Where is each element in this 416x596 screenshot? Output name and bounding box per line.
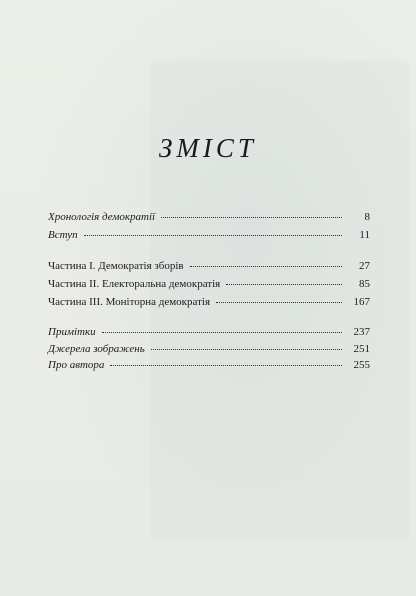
toc-entry-part-1 bbox=[48, 258, 370, 274]
toc-page-number: 237 bbox=[353, 326, 370, 338]
toc-page-number: 27 bbox=[359, 260, 370, 272]
contents-heading: ЗМІСТ bbox=[159, 133, 257, 163]
toc-entry-label: Про автора bbox=[48, 359, 105, 371]
toc-entry-label: Примітки bbox=[48, 326, 96, 338]
toc-entry-label: Хронологія демократії bbox=[48, 211, 156, 223]
toc-entry-label: Частина I. Демократія зборів bbox=[48, 260, 184, 272]
toc-entry-about-author bbox=[48, 357, 370, 373]
toc-entry-notes bbox=[48, 324, 370, 340]
toc-entry-label: Частина II. Електоральна демократія bbox=[48, 278, 221, 290]
dot-leader bbox=[84, 234, 342, 236]
toc-page-number: 85 bbox=[359, 278, 370, 290]
dot-leader bbox=[226, 283, 342, 285]
toc-page-number: 11 bbox=[359, 229, 370, 241]
dot-leader bbox=[110, 364, 342, 366]
dot-leader bbox=[151, 348, 342, 350]
toc-page-number: 251 bbox=[353, 343, 370, 355]
toc-entry-label: Вступ bbox=[48, 229, 78, 241]
toc-page-number: 167 bbox=[353, 296, 370, 308]
toc-entry-image-sources bbox=[48, 341, 370, 357]
toc-entry-chronology bbox=[48, 209, 370, 225]
toc-entry-introduction bbox=[48, 227, 370, 243]
dot-leader bbox=[161, 216, 342, 218]
dot-leader bbox=[190, 265, 342, 267]
toc-entry-part-3 bbox=[48, 294, 370, 310]
toc-entry-label: Джерела зображень bbox=[48, 343, 145, 355]
dot-leader bbox=[216, 301, 342, 303]
toc-entry-label: Частина III. Моніторна демократія bbox=[48, 296, 211, 308]
dot-leader bbox=[102, 331, 342, 333]
toc-page-number: 255 bbox=[353, 359, 370, 371]
toc-page-number: 8 bbox=[364, 211, 370, 223]
toc-entry-part-2 bbox=[48, 276, 370, 292]
